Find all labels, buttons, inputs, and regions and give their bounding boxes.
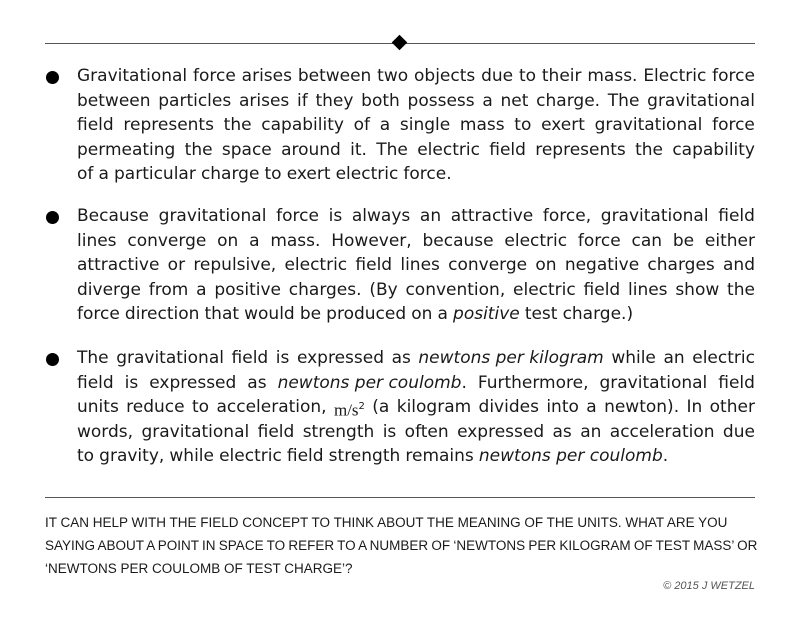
word: exert xyxy=(286,164,331,184)
word: to xyxy=(514,115,532,135)
word: divides xyxy=(478,397,539,417)
word: lines xyxy=(400,255,440,275)
text-line xyxy=(77,113,755,138)
word: be xyxy=(299,304,322,324)
word: a xyxy=(586,397,597,417)
word: while xyxy=(611,348,656,368)
word: often xyxy=(404,421,449,442)
word: electric xyxy=(284,255,348,275)
bullet-paragraph-3 xyxy=(77,346,755,469)
word: to xyxy=(77,446,95,466)
word: capability xyxy=(672,139,755,160)
word: m/s xyxy=(333,400,359,420)
word: test xyxy=(524,304,558,324)
word: attractive xyxy=(450,206,534,226)
word: charges xyxy=(647,255,715,275)
bullet-icon xyxy=(46,71,59,84)
word: either xyxy=(704,230,755,251)
word: single xyxy=(399,115,451,135)
word: a xyxy=(249,230,260,251)
word: a xyxy=(196,279,207,300)
word: exert xyxy=(541,115,585,135)
word: while xyxy=(169,446,214,466)
footer-line: IT CAN HELP WITH THE FIELD CONCEPT TO THINK ABOUT THE MEANING OF THE UNITS. WHAT ARE YOU xyxy=(45,515,728,530)
word: force. xyxy=(403,164,452,184)
word: acceleration, xyxy=(216,397,327,417)
word: as xyxy=(391,348,411,368)
bullet-paragraph-1 xyxy=(77,64,755,187)
word: field xyxy=(718,206,755,226)
footer-question xyxy=(45,511,758,580)
word: gravitational xyxy=(600,206,709,226)
bullet-paragraph-2 xyxy=(77,204,755,327)
word: they xyxy=(315,90,354,111)
word: field xyxy=(355,255,393,275)
word: would xyxy=(244,304,295,324)
word: the xyxy=(727,279,755,300)
footer-line: ‘NEWTONS PER COULOMB OF TEST CHARGE’? xyxy=(45,561,353,576)
word: an xyxy=(663,348,685,368)
word: The xyxy=(77,348,109,368)
word: mass xyxy=(459,115,505,135)
word: is xyxy=(275,348,290,368)
word: converge xyxy=(448,255,528,275)
bullet-icon xyxy=(46,211,59,224)
word: to xyxy=(518,66,537,86)
word: arises xyxy=(238,90,290,111)
word: gravitational xyxy=(141,421,250,442)
word: two xyxy=(377,66,409,86)
word: force xyxy=(193,66,236,86)
word: a xyxy=(98,164,109,184)
word: gravitational xyxy=(594,115,703,135)
copyright: © 2015 J WETZEL xyxy=(663,580,755,592)
word: However, xyxy=(331,230,412,251)
word: field xyxy=(257,421,295,442)
bullet-icon xyxy=(46,353,59,366)
word: force xyxy=(712,66,755,86)
word: field xyxy=(286,446,324,466)
word: field xyxy=(231,348,269,368)
text-line xyxy=(77,302,755,327)
text-line xyxy=(77,64,755,89)
word: diverge xyxy=(77,279,141,300)
word: (a xyxy=(372,397,390,417)
word: (By xyxy=(369,279,398,300)
text-line xyxy=(77,138,755,163)
word: lines xyxy=(77,230,117,251)
word: of xyxy=(77,164,94,184)
footer-divider xyxy=(45,497,755,498)
word: electric xyxy=(513,279,576,300)
word: as xyxy=(247,372,267,393)
word: and xyxy=(723,255,755,275)
word: kilogram xyxy=(396,397,472,417)
word: mass. xyxy=(270,230,321,251)
word: a xyxy=(482,90,493,111)
word: is xyxy=(124,372,139,393)
word: always xyxy=(351,206,411,226)
diamond-ornament xyxy=(392,35,408,51)
word: is xyxy=(328,206,343,226)
word: convention, xyxy=(405,279,506,300)
word: show xyxy=(675,279,720,300)
text-line xyxy=(77,371,755,396)
word: can xyxy=(631,230,663,251)
word: force xyxy=(276,206,319,226)
word: space xyxy=(221,139,272,160)
word: particles xyxy=(158,90,232,111)
word: their xyxy=(541,66,582,86)
word: permeating xyxy=(77,139,176,160)
word: a xyxy=(437,304,448,324)
text-line xyxy=(77,162,755,187)
word: units xyxy=(77,397,119,417)
word: electric xyxy=(219,446,282,466)
word: charge. xyxy=(536,90,601,111)
word: words, xyxy=(77,421,134,442)
word: is xyxy=(382,421,397,442)
text-line xyxy=(77,278,755,303)
word: converge xyxy=(127,230,207,251)
word: around xyxy=(281,139,341,160)
word: if xyxy=(297,90,308,111)
word: gravity, xyxy=(99,446,165,466)
word: remains xyxy=(405,446,474,466)
word: produced xyxy=(326,304,407,324)
word: negative xyxy=(564,255,640,275)
emphasis-text: positive xyxy=(453,304,520,324)
word: . xyxy=(461,372,467,393)
word: reduce xyxy=(126,397,185,417)
word: because xyxy=(422,230,494,251)
word: particular xyxy=(114,164,196,184)
text-line xyxy=(77,420,755,445)
word: strength xyxy=(302,421,375,442)
word: represents xyxy=(535,139,626,160)
word: electric xyxy=(504,230,568,251)
word: both xyxy=(361,90,400,111)
word: as xyxy=(552,421,572,442)
word: gravitational xyxy=(599,372,708,393)
word: field xyxy=(77,372,114,393)
text-line xyxy=(77,395,755,420)
text-line xyxy=(77,204,755,229)
word: strength xyxy=(328,446,401,466)
word: that xyxy=(204,304,240,324)
word: capability xyxy=(261,115,344,135)
word: gravitational xyxy=(116,348,224,368)
emphasis-text: newtons per coulomb xyxy=(277,372,462,393)
word: field xyxy=(718,372,755,393)
word: 2 xyxy=(358,401,365,412)
word: newton). xyxy=(604,397,680,417)
emphasis-text: newtons per kilogram xyxy=(418,348,604,368)
word: field xyxy=(583,279,621,300)
word: or xyxy=(167,255,186,275)
word: force xyxy=(77,304,120,324)
footer-line: SAYING ABOUT A POINT IN SPACE TO REFER TO A NUMBER OF ‘NEWTONS PER KILOGRAM OF TEST MASS’ OR xyxy=(45,538,758,553)
word: due xyxy=(722,421,755,442)
word: electric xyxy=(417,139,480,160)
word: to xyxy=(192,397,210,417)
word: . xyxy=(662,446,669,466)
word: the xyxy=(635,139,664,160)
word: force, xyxy=(542,206,592,226)
word-group xyxy=(278,371,467,396)
word: field xyxy=(489,139,526,160)
word: represents xyxy=(123,115,214,135)
text-line xyxy=(77,253,755,278)
word: on xyxy=(217,230,239,251)
word: The xyxy=(607,90,640,111)
word: due xyxy=(481,66,514,86)
word: into xyxy=(546,397,579,417)
word: arises xyxy=(241,66,292,86)
word: expressed xyxy=(149,372,237,393)
word: expressed xyxy=(296,348,384,368)
word: gravitational xyxy=(647,90,755,111)
word: Because xyxy=(77,206,149,226)
word-group xyxy=(479,444,668,469)
word: lines xyxy=(628,279,668,300)
word: direction xyxy=(124,304,200,324)
word: objects xyxy=(414,66,476,86)
word: Electric xyxy=(643,66,707,86)
word: charges. xyxy=(288,279,362,300)
word: possess xyxy=(407,90,475,111)
word: force xyxy=(712,115,755,135)
word: repulsive, xyxy=(193,255,277,275)
word: between xyxy=(297,66,372,86)
text-line xyxy=(77,89,755,114)
emphasis-text: newtons per coulomb xyxy=(478,446,663,466)
word: positive xyxy=(214,279,281,300)
word: In xyxy=(686,397,703,417)
word: of xyxy=(353,115,371,135)
word: the xyxy=(223,115,252,135)
word: an xyxy=(580,421,602,442)
word: be xyxy=(672,230,695,251)
word: other xyxy=(709,397,755,417)
word: electric xyxy=(335,164,399,184)
text-line xyxy=(77,346,755,371)
word: a xyxy=(379,115,391,135)
word: field xyxy=(77,115,114,135)
word: acceleration xyxy=(609,421,715,442)
word: gravitational xyxy=(158,206,267,226)
word: the xyxy=(184,139,213,160)
word: Gravitational xyxy=(77,66,188,86)
word: it. xyxy=(350,139,367,160)
word: attractive xyxy=(77,255,160,275)
word: charge xyxy=(200,164,260,184)
word: between xyxy=(77,90,151,111)
word: from xyxy=(148,279,189,300)
word: Furthermore, xyxy=(477,372,589,393)
text-line xyxy=(77,444,755,469)
word: force xyxy=(577,230,621,251)
word: expressed xyxy=(457,421,545,442)
word-group xyxy=(334,395,365,420)
word: on xyxy=(411,304,433,324)
word: net xyxy=(500,90,529,111)
word: The xyxy=(376,139,408,160)
word: electric xyxy=(692,348,755,368)
word: an xyxy=(419,206,442,226)
word: mass. xyxy=(587,66,638,86)
text-line xyxy=(77,229,755,254)
word: to xyxy=(264,164,282,184)
word: on xyxy=(535,255,557,275)
word: charge.) xyxy=(562,304,634,324)
